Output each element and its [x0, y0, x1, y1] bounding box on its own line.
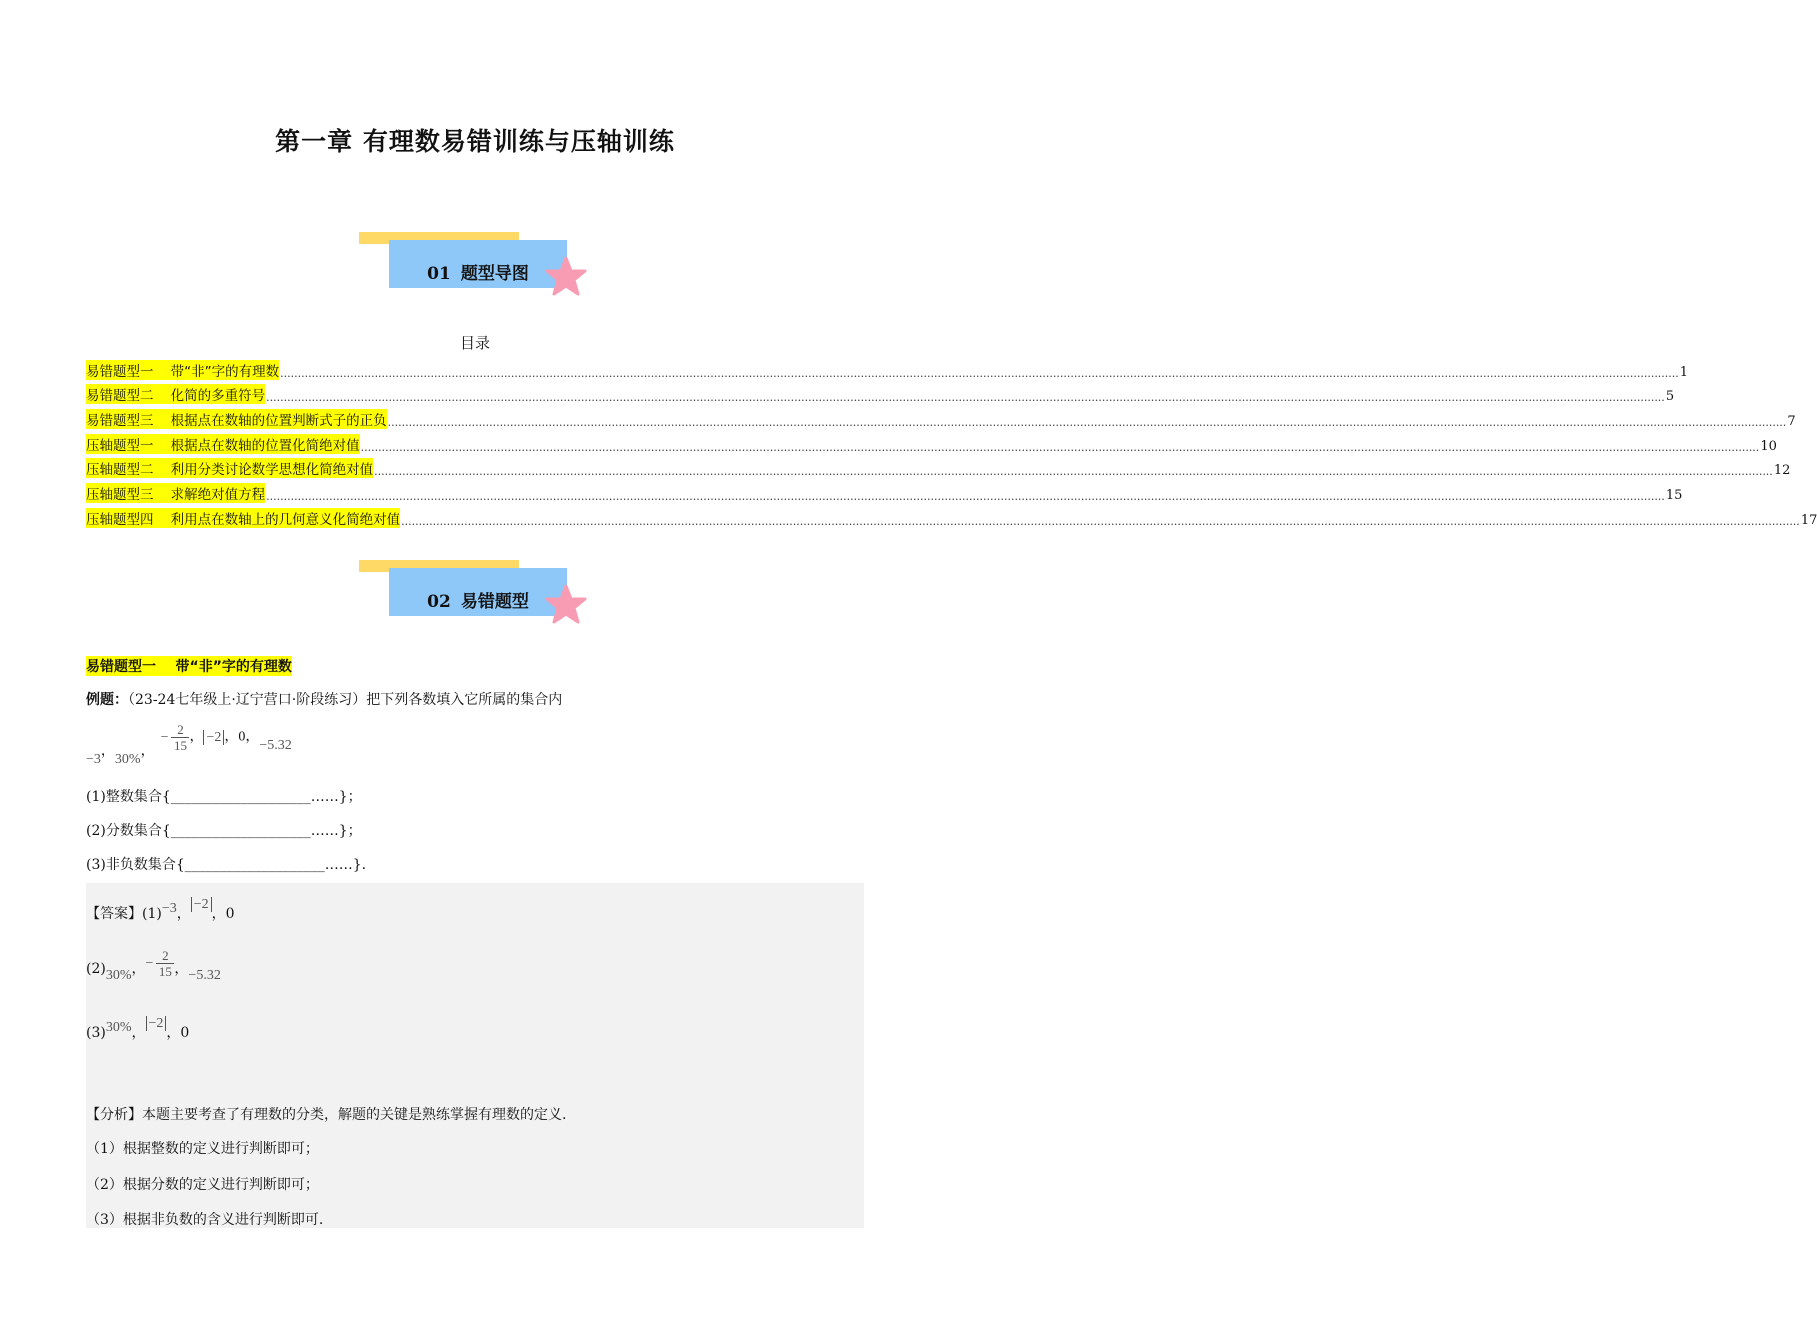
- analysis-step-1: （1）根据整数的定义进行判断即可；: [86, 1141, 319, 1157]
- toc-leader-dots: ................................................................................................................................................................................................................................................................................................................................................................................................................: [266, 391, 1665, 405]
- banner-number: 02: [427, 592, 451, 612]
- toc-entry-label: 易错题型一 带“非”字的有理数: [86, 360, 279, 380]
- toc-entry-page: 1: [1679, 364, 1689, 380]
- section-banner-mindmap: [356, 232, 596, 312]
- toc-entry-label: 压轴题型二 利用分类讨论数学思想化简绝对值: [86, 458, 373, 478]
- toc-leader-dots: ................................................................................................................................................................................................................................................................................................................................................................................................................: [401, 514, 1800, 528]
- analysis-step-3: （3）根据非负数的含义进行判断即可.: [86, 1212, 324, 1228]
- toc-entry[interactable]: [86, 355, 1689, 380]
- number-neg-fraction: − $\frac{2}{15}$: [161, 730, 190, 745]
- numbers-list: −3，30%，− $\frac{2}{15}$ ， −2 ，0，−5.32: [86, 722, 292, 767]
- document-title: 第一章 有理数易错训练与压轴训练: [275, 127, 675, 156]
- question-1: (1)整数集合{____________________……}；: [86, 789, 362, 805]
- toc-entry[interactable]: [86, 404, 1796, 430]
- question-3: (3)非负数集合{____________________……}.: [86, 857, 367, 873]
- answer-label: 【答案】: [86, 906, 142, 922]
- toc-entry-page: 17: [1800, 512, 1817, 528]
- number-abs-neg2: −2: [203, 730, 224, 745]
- analysis-line: [86, 1104, 566, 1124]
- toc-entry-page: 5: [1665, 389, 1675, 405]
- answer-abs-neg2: −2: [191, 897, 212, 912]
- star-icon: [546, 256, 586, 296]
- section-heading: 易错题型一 带“非”字的有理数: [86, 656, 292, 676]
- toc-entry-page: 15: [1665, 488, 1683, 504]
- toc-entry-label: 压轴题型四 利用点在数轴上的几何意义化简绝对值: [86, 508, 400, 528]
- toc-leader-dots: ................................................................................................................................................................................................................................................................................................................................................................................................................: [360, 440, 1760, 454]
- toc-entry[interactable]: [86, 429, 1777, 454]
- banner-text: 易错题型: [460, 592, 529, 612]
- answer-zero: 0: [225, 906, 235, 922]
- example-line: [86, 689, 562, 709]
- banner-text: 题型导图: [460, 264, 529, 284]
- answer-zero: 0: [180, 1025, 190, 1041]
- question-2: (2)分数集合{____________________……}；: [86, 823, 362, 839]
- analysis-label: 【分析】: [86, 1107, 142, 1123]
- toc-leader-dots: ................................................................................................................................................................................................................................................................................................................................................................................................................: [374, 465, 1773, 479]
- example-text: （23-24七年级上·辽宁营口·阶段练习）把下列各数填入它所属的集合内: [128, 692, 563, 708]
- table-of-contents: [86, 355, 1817, 528]
- toc-entry-page: 10: [1760, 438, 1777, 454]
- toc-entry[interactable]: [86, 478, 1683, 504]
- answer-neg-fraction: − $\frac{2}{15}$: [146, 956, 175, 971]
- answer-line-3: (3)30%，−2，0: [86, 1016, 190, 1041]
- toc-entry[interactable]: [86, 454, 1791, 479]
- toc-heading: 目录: [459, 334, 490, 352]
- toc-entry[interactable]: [86, 380, 1675, 405]
- number-30-percent: 30%: [114, 751, 141, 767]
- analysis-step-2: （2）根据分数的定义进行判断即可；: [86, 1177, 319, 1193]
- answer-30-percent: 30%: [105, 1020, 132, 1035]
- answer-30-percent: 30%: [105, 967, 132, 983]
- answer-neg3: −3: [161, 901, 177, 916]
- toc-entry-page: 12: [1773, 463, 1791, 479]
- answer-line-2: (2)30%，− $\frac{2}{15}$ ，−5.32: [86, 948, 221, 983]
- toc-entry-label: 易错题型三 根据点在数轴的位置判断式子的正负: [86, 409, 387, 429]
- toc-entry-page: 7: [1787, 414, 1796, 430]
- section-banner-errors: [356, 560, 596, 640]
- answer-abs-neg2: −2: [146, 1016, 167, 1031]
- toc-leader-dots: ................................................................................................................................................................................................................................................................................................................................................................................................................: [266, 490, 1665, 504]
- answer-line-1: 【答案】(1)−3，−2，0: [86, 897, 235, 922]
- toc-entry[interactable]: [86, 503, 1817, 528]
- toc-entry-label: 易错题型二 化简的多重符号: [86, 384, 265, 404]
- analysis-text: 本题主要考查了有理数的分类，解题的关键是熟练掌握有理数的定义.: [142, 1107, 567, 1123]
- star-icon: [546, 584, 586, 624]
- example-label: 例题：: [86, 692, 128, 708]
- number-neg5-32: −5.32: [259, 737, 292, 753]
- banner-label: [389, 240, 567, 288]
- number-neg3: −3: [86, 751, 101, 767]
- toc-leader-dots: ................................................................................................................................................................................................................................................................................................................................................................................................................: [387, 416, 1787, 430]
- banner-number: 01: [427, 264, 451, 284]
- toc-entry-label: 压轴题型一 根据点在数轴的位置化简绝对值: [86, 434, 360, 454]
- answer-neg5-32: −5.32: [188, 967, 221, 983]
- number-zero: 0: [238, 729, 246, 745]
- toc-leader-dots: ................................................................................................................................................................................................................................................................................................................................................................................................................: [280, 366, 1679, 380]
- banner-label: [389, 568, 567, 616]
- toc-entry-label: 压轴题型三 求解绝对值方程: [86, 483, 265, 503]
